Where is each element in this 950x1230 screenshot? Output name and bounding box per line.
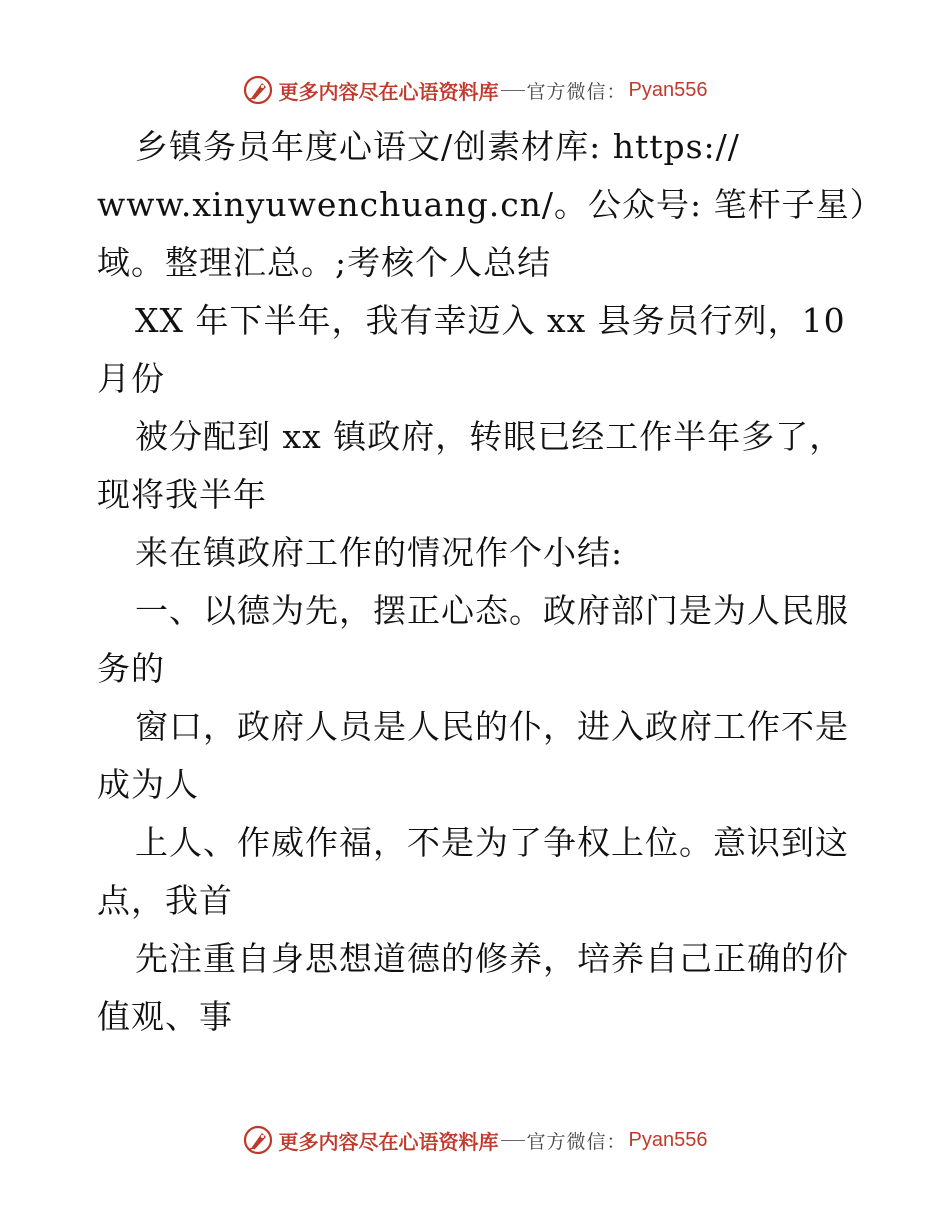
text-line: 窗口，政府人员是人民的仆，进入政府工作不是 <box>135 707 849 746</box>
pen-nib-logo-icon <box>243 1125 273 1155</box>
text-line: 乡镇务员年度心语文/创素材库: https:// <box>135 127 740 166</box>
footer-banner <box>0 1120 950 1160</box>
banner-wechat-label: 官方微信： <box>526 80 627 103</box>
banner-dash-divider <box>501 90 525 91</box>
text-line: 点，我首 <box>97 881 233 920</box>
banner-dash-divider <box>501 1140 525 1141</box>
banner-wechat-handle: Pyan556 <box>628 1128 708 1151</box>
text-line: XX 年下半年，我有幸迈入 xx 县务员行列，10 <box>135 301 846 340</box>
banner-wechat-label: 官方微信： <box>526 1130 627 1153</box>
pen-nib-logo-icon <box>243 75 273 105</box>
text-line: 务的 <box>97 649 165 688</box>
text-line: www.xinyuwenchuang.cn/。公众号: 笔杆子星） <box>97 185 884 224</box>
text-line: 来在镇政府工作的情况作个小结: <box>135 533 624 572</box>
text-line: 值观、事 <box>97 997 233 1036</box>
text-line: 现将我半年 <box>97 475 267 514</box>
text-line: 成为人 <box>97 765 199 804</box>
text-line: 先注重自身思想道德的修养，培养自己正确的价 <box>135 939 849 978</box>
document-body <box>97 118 884 1046</box>
text-line: 域。整理汇总。;考核个人总结 <box>97 243 552 282</box>
text-line: 月份 <box>97 359 165 398</box>
text-line: 一、以德为先，摆正心态。政府部门是为人民服 <box>135 591 849 630</box>
banner-library-text: 更多内容尽在心语资料库 <box>278 79 499 104</box>
banner-library-text: 更多内容尽在心语资料库 <box>278 1129 499 1154</box>
text-line: 上人、作威作福，不是为了争权上位。意识到这 <box>135 823 849 862</box>
text-line: 被分配到 xx 镇政府，转眼已经工作半年多了， <box>135 417 844 456</box>
header-banner <box>0 70 950 110</box>
banner-wechat-handle: Pyan556 <box>628 78 708 101</box>
